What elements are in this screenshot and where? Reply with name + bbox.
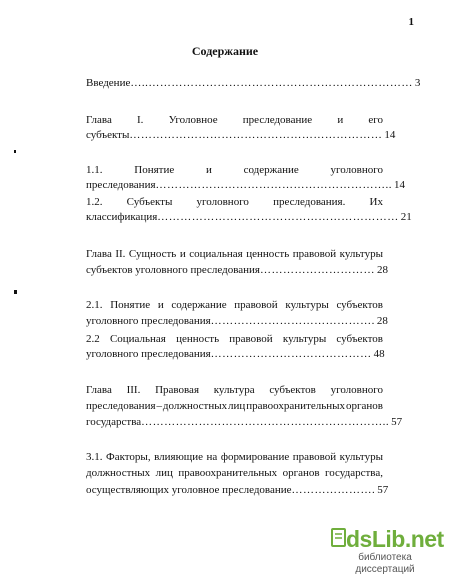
toc-word: лиц	[228, 400, 246, 412]
toc-word: государства,	[325, 467, 383, 479]
toc-entry-text: Введение	[86, 77, 131, 89]
toc-word: Субъекты	[126, 196, 173, 208]
toc-word: преследования.	[273, 196, 346, 208]
toc-word: преследование	[242, 114, 313, 126]
toc-word: культуры	[339, 248, 383, 260]
toc-word: и	[205, 164, 212, 176]
toc-word: –	[156, 400, 162, 412]
toc-leader-dots: ……………………………………	[210, 348, 372, 360]
toc-word: культуры	[282, 333, 327, 345]
toc-word: уголовного	[196, 196, 249, 208]
toc-page-number: 28	[376, 264, 388, 276]
toc-entry-chapter-3-cont	[86, 400, 383, 413]
toc-word: и	[337, 114, 344, 126]
toc-word: содержание	[243, 164, 299, 176]
scan-mark	[14, 150, 16, 153]
toc-word: 3.1.	[86, 451, 103, 463]
toc-entry-text: субъекты	[86, 129, 130, 141]
page-number: 1	[408, 16, 414, 28]
toc-entry-1-2-cont	[86, 211, 412, 224]
toc-page-number: 57	[377, 484, 389, 496]
toc-page-number: 48	[373, 348, 385, 360]
toc-word: ценность	[176, 333, 220, 345]
toc-word: правовой	[292, 248, 337, 260]
toc-page-number: 21	[400, 211, 412, 223]
toc-word: должностных	[162, 400, 228, 412]
toc-entry-chapter-1	[86, 114, 383, 127]
book-icon	[330, 526, 348, 555]
toc-word: Их	[369, 196, 383, 208]
toc-word: субъектов	[269, 384, 316, 396]
toc-entry-text: преследования	[86, 179, 156, 191]
toc-leader-dots: ………………….	[291, 484, 376, 496]
toc-word: Социальная	[109, 333, 166, 345]
toc-word: 2.1.	[86, 299, 103, 311]
toc-word: II.	[115, 248, 126, 260]
toc-entry-1-1-cont	[86, 179, 406, 192]
toc-word: Сущность	[128, 248, 177, 260]
toc-word: уголовного	[330, 384, 383, 396]
toc-page-number: 3	[414, 77, 421, 89]
toc-leader-dots: …..……………………………………………………………	[130, 77, 413, 89]
toc-word: содержание	[171, 299, 227, 311]
toc-word: органов	[282, 467, 320, 479]
toc-word: культура	[213, 384, 255, 396]
watermark	[330, 526, 444, 576]
toc-word: Глава	[86, 384, 112, 396]
toc-word: I.	[137, 114, 144, 126]
toc-word: и	[157, 299, 164, 311]
toc-word: Правовая	[155, 384, 199, 396]
toc-word: преследования	[86, 400, 156, 412]
toc-page-number: 28	[376, 315, 388, 327]
toc-entry-3-1-end	[86, 484, 389, 497]
toc-word: правовой	[229, 333, 273, 345]
toc-word: должностных	[86, 467, 151, 479]
toc-word: правоохранительных	[246, 400, 346, 412]
toc-word: правоохранительных	[178, 467, 278, 479]
toc-entry-chapter-1-cont	[86, 129, 396, 142]
toc-entry-chapter-3	[86, 384, 383, 397]
toc-entry-text: субъектов уголовного преследования	[86, 264, 260, 276]
toc-leader-dots: ………………………………………………………	[157, 211, 399, 223]
toc-word: Понятие	[110, 299, 151, 311]
toc-word: влияющие	[154, 451, 204, 463]
toc-word: 2.2	[86, 333, 100, 345]
toc-leader-dots: …………………………………………………………	[129, 129, 383, 141]
toc-entry-2-2-cont	[86, 348, 383, 361]
toc-word: Глава	[86, 114, 112, 126]
toc-word: правовой	[292, 451, 337, 463]
toc-page-number: 14	[384, 129, 396, 141]
toc-leader-dots: …………………………………….	[210, 315, 375, 327]
toc-word: его	[368, 114, 383, 126]
toc-entry-chapter-3-end	[86, 416, 403, 429]
toc-entry-2-1	[86, 299, 383, 312]
toc-word: социальная	[189, 248, 243, 260]
watermark-brand: dsLib.net	[346, 526, 444, 552]
toc-entry-chapter-2	[86, 248, 383, 261]
toc-entry-text: осуществляющих уголовное преследование	[86, 484, 292, 496]
toc-leader-dots: …………………………	[259, 264, 375, 276]
toc-entry-2-1-cont	[86, 315, 388, 328]
scan-mark	[14, 290, 17, 294]
toc-word: Понятие	[134, 164, 175, 176]
toc-entry-1-1	[86, 164, 383, 177]
toc-word: на	[206, 451, 218, 463]
toc-word: ценность	[246, 248, 290, 260]
toc-word: Глава	[86, 248, 112, 260]
toc-entry-3-1	[86, 451, 383, 464]
toc-page-number: 14	[394, 179, 406, 191]
toc-word: Факторы,	[106, 451, 151, 463]
toc-entry-text: классификация	[86, 211, 158, 223]
toc-entry-1-2	[86, 196, 383, 209]
toc-word: культуры	[339, 451, 383, 463]
toc-word: Уголовное	[168, 114, 218, 126]
toc-word: 1.2.	[86, 196, 103, 208]
toc-word: органов	[345, 400, 383, 412]
toc-entry-text: уголовного преследования	[86, 348, 211, 360]
toc-word: субъектов	[336, 333, 383, 345]
toc-word: лиц	[155, 467, 173, 479]
toc-entry-text: уголовного преследования	[86, 315, 211, 327]
toc-leader-dots: ……………………………………………………..	[155, 179, 393, 191]
toc-entry-text: государства	[86, 416, 142, 428]
page-title: Содержание	[191, 44, 259, 58]
toc-entry-chapter-2-cont	[86, 264, 388, 277]
toc-word: уголовного	[330, 164, 383, 176]
toc-word: и	[179, 248, 186, 260]
toc-entry-3-1-cont	[86, 467, 383, 480]
toc-page-number: 57	[391, 416, 403, 428]
toc-word: культуры	[285, 299, 329, 311]
toc-word: формирование	[220, 451, 290, 463]
toc-word: III.	[126, 384, 141, 396]
toc-word: субъектов	[336, 299, 383, 311]
toc-entry-intro	[86, 77, 421, 90]
toc-word: 1.1.	[86, 164, 103, 176]
watermark-caption: библиотека диссертаций	[355, 552, 415, 575]
toc-leader-dots: ………………………………………………………..	[141, 416, 390, 428]
toc-entry-2-2	[86, 333, 383, 346]
toc-word: правовой	[234, 299, 278, 311]
